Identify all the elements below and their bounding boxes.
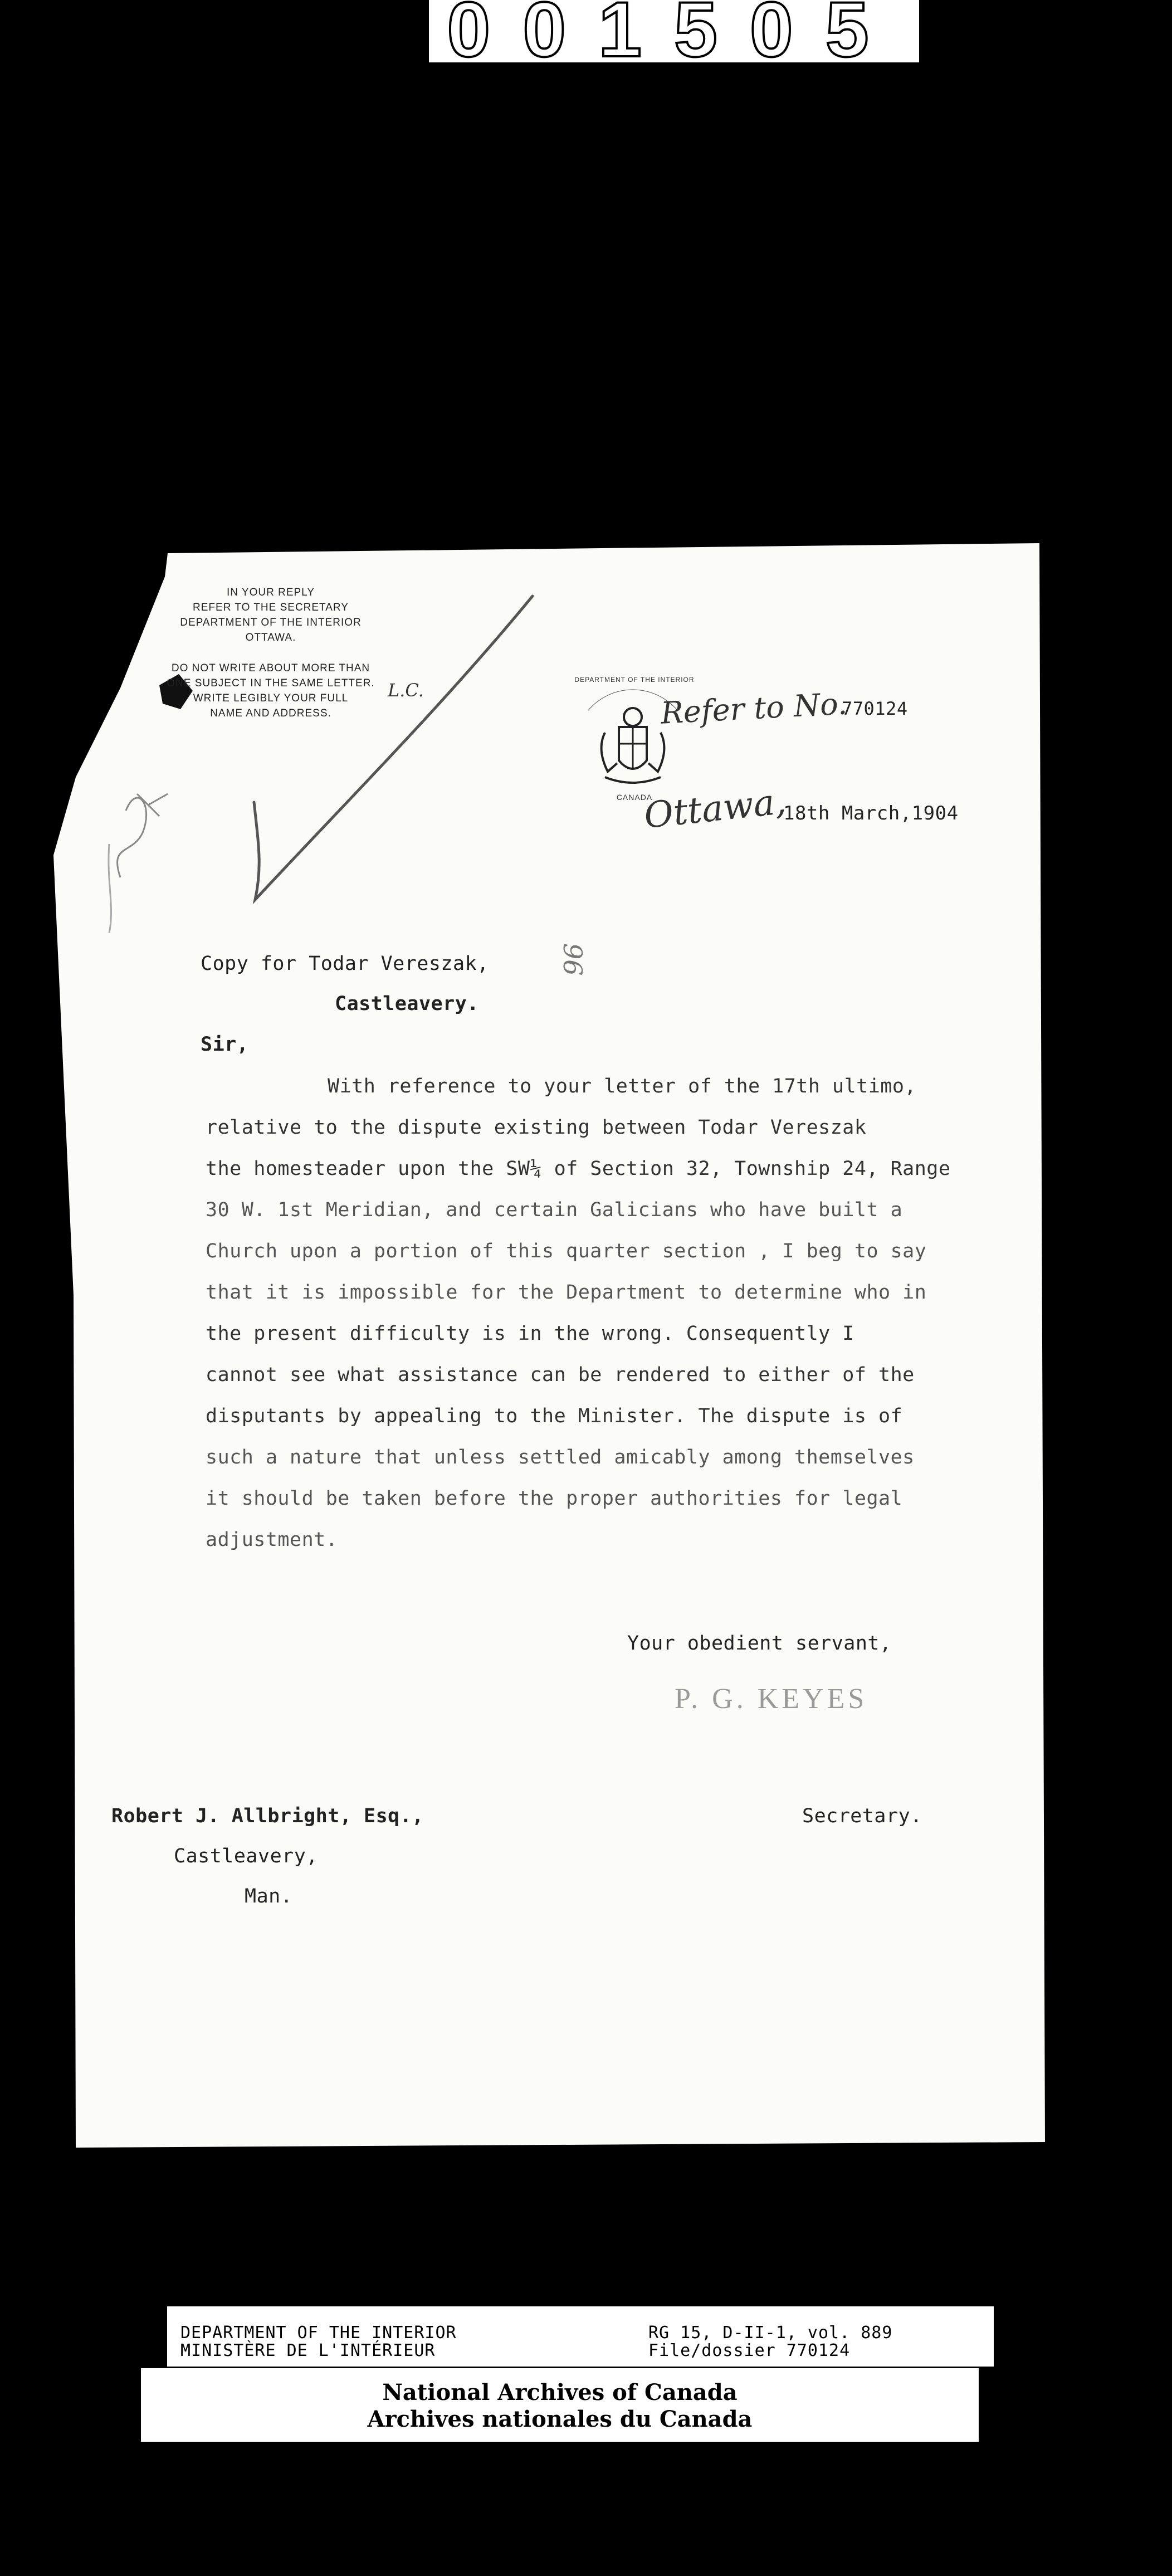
body-line: With reference to your letter of the 17th ultimo, [328, 1075, 917, 1097]
addressee-line: Man. [245, 1885, 293, 1907]
body-line: cannot see what assistance can be rendered to either of the [206, 1364, 915, 1386]
letterhead-line: DO NOT WRITE ABOUT MORE THAN [171, 662, 370, 674]
addressee-line: Castleavery, [174, 1845, 318, 1867]
archive-reference-label [167, 2306, 994, 2367]
frame-number-strip [429, 0, 919, 73]
body-line: disputants by appealing to the Minister. The dispute is of [206, 1405, 903, 1427]
letterhead-line: OTTAWA. [245, 632, 296, 643]
letterhead-line: REFER TO THE SECRETARY [193, 602, 349, 613]
body-line: it should be taken before the proper authorities for legal [206, 1487, 903, 1510]
body-line: such a nature that unless settled amicably among themselves [206, 1446, 915, 1468]
body-line: that it is impossible for the Department to determine who in [206, 1281, 927, 1304]
letterhead-line: DEPARTMENT OF THE INTERIOR [180, 617, 362, 628]
record-group-reference: RG 15, D-II-1, vol. 889 [648, 2323, 893, 2343]
archives-name-english: National Archives of Canada [382, 2379, 738, 2406]
department-english: DEPARTMENT OF THE INTERIOR [180, 2323, 457, 2343]
refer-to-label: Refer to No. [660, 686, 848, 731]
frame-number: 001505 [447, 0, 901, 73]
letterhead-line: ONE SUBJECT IN THE SAME LETTER. [167, 677, 375, 689]
signature-stamp: P. G. KEYES [675, 1683, 868, 1715]
body-line: the present difficulty is in the wrong. Consequently I [206, 1323, 854, 1345]
body-line: the homesteader upon the SW¼ of Section 32, Township 24, Range [206, 1158, 951, 1180]
place-heading: Ottawa, [642, 780, 788, 837]
file-dossier-reference: File/dossier 770124 [648, 2341, 851, 2360]
marginal-note: 96 [558, 943, 588, 976]
paper-body [53, 543, 1045, 2148]
seal-caption-bottom: CANADA [616, 793, 653, 802]
seal-caption-top: DEPARTMENT OF THE INTERIOR [574, 676, 695, 684]
initials: L.C. [388, 680, 424, 701]
file-number: 770124 [842, 698, 908, 719]
closing-line: Your obedient servant, [627, 1632, 892, 1655]
archives-name-label [139, 2367, 980, 2443]
salutation: Sir, [201, 1033, 249, 1056]
body-line: Church upon a portion of this quarter section , I beg to say [206, 1240, 927, 1262]
copy-for-line: Copy for Todar Vereszak, [201, 953, 489, 975]
body-line: relative to the dispute existing between Todar Vereszak [206, 1116, 867, 1139]
letterhead-line: IN YOUR REPLY [226, 587, 315, 598]
archives-name-french: Archives nationales du Canada [367, 2406, 753, 2432]
letterhead-line: NAME AND ADDRESS. [210, 708, 331, 719]
body-line: adjustment. [206, 1529, 338, 1551]
copy-place-line: Castleavery. [335, 993, 479, 1015]
letter-date: 18th March,1904 [783, 802, 959, 824]
letter-document [53, 543, 1045, 2148]
signer-title: Secretary. [802, 1805, 922, 1827]
body-line: 30 W. 1st Meridian, and certain Galicians who have built a [206, 1199, 903, 1221]
addressee-line: Robert J. Allbright, Esq., [111, 1805, 424, 1827]
department-french: MINISTÈRE DE L'INTÉRIEUR [180, 2341, 436, 2360]
letterhead-line: WRITE LEGIBLY YOUR FULL [193, 692, 349, 704]
paper-sheet [53, 543, 1045, 2148]
